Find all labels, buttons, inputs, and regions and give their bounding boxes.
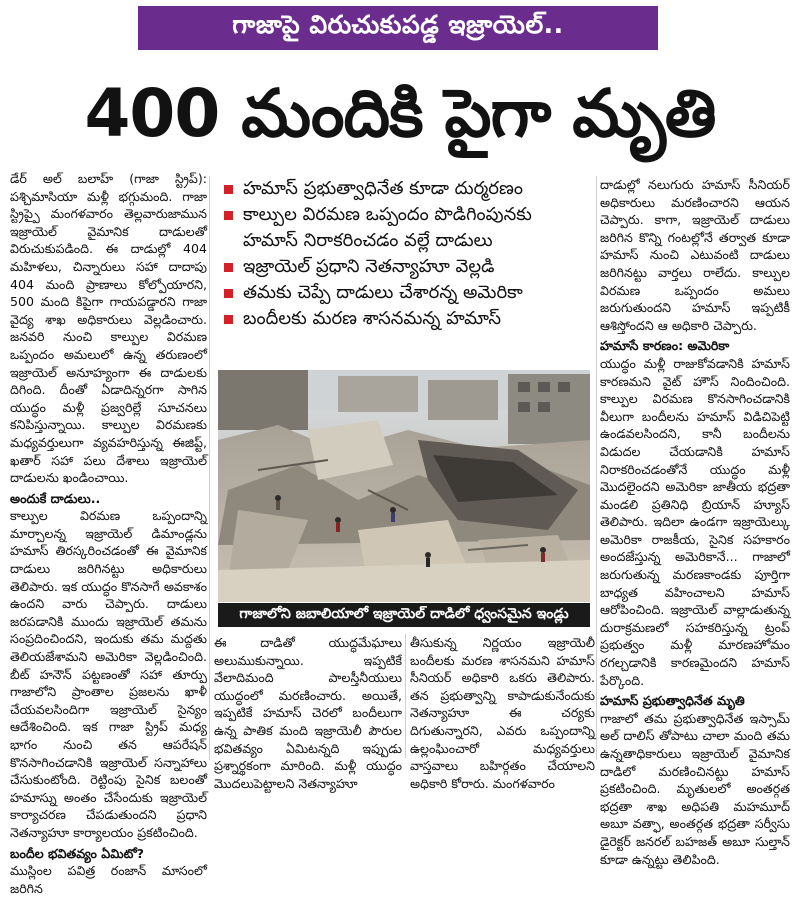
- section-subheading: బందీల భవితవ్యం ఏమిటో?: [10, 845, 144, 861]
- highlight-text: హమాస్ నిరాకరించడం వల్లే దాడులు: [243, 230, 493, 251]
- highlight-item: [222, 176, 594, 202]
- bullet-square-icon: [224, 263, 233, 272]
- article-column-4: [600, 176, 790, 867]
- bullet-square-icon: [224, 289, 233, 298]
- kicker-text: గాజాపై విరుచుకుపడ్డ ఇజ్రాయెల్..: [232, 10, 564, 39]
- article-paragraph: కాల్పుల విరమణ ఒప్పందాన్ని మార్చాలన్న ఇజ్రాయెల్ డిమాండ్లను హమాస్ తిరస్కరించడంతో ఈ వైమానిక దాడులు జరిగినట్టు అధికారులు తెలిపారు. ఇక యుద్ధం కొనసాగే అవకాశం ఉందని వారు చెప్పారు. దాడులు జరపడానికి ముందు ఇజ్రాయెల్ తమను సంప్రదించిందని, ఇందుకు తమ మద్దతు తెలియజేశామని అమెరికా వెల్లడించింది. బీట్ హనౌన్ పట్టణంతో సహా తూర్పు గాజాలోని ప్రాంతాల ప్రజలను ఖాళీ చేయవలసిందిగా ఇజ్రాయెల్ సైన్యం ఆదేశించింది. ఇక గాజా స్ట్రిప్ మధ్య భాగం నుంచి తన ఆపరేషన్ కొనసాగించడానికి ఇజ్రాయెల్ సన్నాహాలు చేసుకుంటోంది. రెట్టింపు సైనిక బలంతో హమాస్ను అంతం చేసేందుకు ఇజ్రాయెల్ కార్యాచరణ చేపడుతుందని ప్రధాని నెతన్యాహూ కార్యాలయం ప్రకటించింది.: [10, 508, 207, 840]
- section-subheading: అందుకే దాడులు..: [10, 490, 101, 506]
- article-column-1: [10, 170, 207, 896]
- highlight-text: తమకు చెప్పే దాడులు చేశారన్న అమెరికా: [243, 282, 523, 303]
- photo-caption: గాజాలోని జబాలియాలో ఇజ్రాయెల్ దాడిలో ధ్వంసమైన ఇండ్లు: [218, 603, 590, 627]
- section-subheading: హమాస్ ప్రభుత్వాధినేత మృతి: [600, 693, 745, 709]
- highlight-item: [222, 306, 594, 332]
- highlight-item: [222, 254, 594, 280]
- highlight-item: [222, 202, 594, 254]
- article-column-3: తీసుకున్న నిర్ణయం ఇజ్రాయెలీ బందీలకు మరణ శాసనమని హమాస్ సీనియర్ అధికారి ఒకరు తెలిపారు. తన ప్రభుత్వాన్ని కాపాడుకునేందుకు నెతన్యాహూ ఈ చర్యకు దిగుతున్నారని, ఎవరు ఒప్పందాన్ని ఉల్లంఘించారో మధ్యవర్తులు వాస్తవాలు బహిర్గతం చేయాలని అధికారి కోరారు. మంగళవారం: [410, 635, 595, 791]
- news-photo: [218, 370, 590, 602]
- article-paragraph: డేర్ అల్ బలాహ్ (గాజా స్ట్రిప్): పశ్చిమాసియా మళ్లీ భగ్గుమంది. గాజా స్ట్రిప్పై మంగళవారం తెల్లవారుజామున ఇజ్రాయెల్ వైమానిక దాడులతో విరుచుకుపడింది. ఈ దాడుల్లో 404 మహిళలు, చిన్నారులు సహా దాదాపు 404 మంది ప్రాణాలు కోల్పోయారని, 500 మంది కిపైగా గాయపడ్డారని గాజా వైద్య శాఖ అధికారులు వెల్లడించారు. జనవరి నుంచి కాల్పుల విరమణ ఒప్పందం అమలులో ఉన్న తరుణంలో ఇజ్రాయెల్ అనూహ్యంగా ఈ దాడులకు దిగింది. దీంతో ఏడాదిన్నరగా సాగిన యుద్ధం మళ్లీ ప్రజ్వరిల్లే సూచనలు కనిపిస్తున్నాయి. కాల్పుల విరమణకు మధ్యవర్తులుగా వ్యవహరిస్తున్న ఈజిప్ట్, ఖతార్ సహా పలు దేశాలు ఇజ్రాయెల్ దాడులను ఖండించాయి.: [10, 171, 207, 486]
- bullet-square-icon: [224, 315, 233, 324]
- kicker-banner: [138, 6, 658, 50]
- article-paragraph: ముస్లింల పవిత్ర రంజాన్ మాసంలో జరిగిన: [10, 863, 207, 896]
- section-subheading: హమాసే కారణం: అమెరికా: [600, 338, 730, 354]
- article-paragraph: దాడుల్లో నలుగురు హమాస్ సీనియర్ అధికారులు మరణించారని ఆయన చెప్పారు. కాగా, ఇజ్రాయెల్ దాడులు జరిగిన కొన్ని గంటల్లోనే తర్వాత కూడా హమాస్ నుంచి ఎటువంటి దాడులు జరిగినట్టు వార్తలు రాలేదు. కాల్పుల విరమణ ఒప్పందం అమలు జరుగుతుందని హమాస్ ఇప్పటికీ ఆశిస్తోందని ఆ అధికారి చెప్పారు.: [600, 177, 790, 333]
- highlight-text: హమాస్ ప్రభుత్వాధినేత కూడా దుర్మరణం: [243, 178, 523, 199]
- column-divider: [596, 176, 597, 760]
- bullet-square-icon: [224, 185, 233, 194]
- highlight-item: [222, 280, 594, 306]
- headline: 400 మందికి పైగా మృతి: [84, 75, 716, 152]
- bullet-square-icon: [224, 211, 233, 220]
- article-paragraph: గాజాలో తమ ప్రభుత్వాధినేత ఇస్సామ్ అల్ దాలిస్ తోపాటు చాలా మంది తమ ఉన్నతాధికారులు ఇజ్రాయెల్ వైమానిక దాడిలో మరణించినట్టు హమాస్ ప్రకటించింది. మృతులలో అంతర్గత భద్రతా శాఖ అధిపతి మహమూద్ అబూ వత్ఫా, అంతర్గత భద్రతా సర్వీసు డైరెక్టర్ జనరల్ బహజత్ అబూ సుల్తాన్ కూడా ఉన్నట్టు తెలిపింది.: [600, 710, 790, 867]
- column-divider: [405, 634, 406, 758]
- highlight-text: కాల్పుల విరమణ ఒప్పందం పొడిగింపునకు: [243, 204, 532, 225]
- highlight-text: ఇజ్రాయెల్ ప్రధాని నెతన్యాహూ వెల్లడి: [243, 256, 495, 277]
- highlight-text: బందీలకు మరణ శాసనమన్న హమాస్: [243, 308, 502, 329]
- column-divider: [209, 176, 210, 760]
- article-column-2: ఈ దాడితో యుద్ధమేఘాలు అలుముకున్నాయి. ఇప్పటికే వేలాదిమంది పాలస్తీనీయులు యుద్ధంలో మరణించారు. అయితే, ఇప్పటికే హమాస్ చెరలో బందీలుగా ఉన్న పాతిక మంది ఇజ్రాయెలీ పౌరుల భవితవ్యం ఏమిటన్నది ఇప్పుడు ప్రశ్నార్థకంగా మారింది. మళ్లీ యుద్ధం మొదలుపెట్టాలని నెతన్యాహూ: [214, 635, 402, 791]
- rubble-scene-image: [218, 370, 590, 602]
- article-paragraph: యుద్ధం మళ్లీ రాజుకోవడానికి హమాస్ కారణమని వైట్ హౌస్ నిందించింది. కాల్పుల విరమణ కొనసాగించడానికి వీలుగా బందీలను హమాస్ విడిచిపెట్టి ఉండవలసిందని, కానీ బందీలను విడుదల చేయడానికి హమాస్ నిరాకరించడంతోనే యుద్ధం మళ్లీ మొదలైందని అమెరికా జాతీయ భద్రతా మండలి ప్రతినిధి బ్రియాన్ హ్యూస్ తెలిపారు. ఇదిలా ఉండగా ఇజ్రాయెల్కు అమెరికా రాజకీయ, సైనిక సహకారం అందజేస్తున్న అమెరికానే... గాజాలో జరుగుతున్న మరణకాండకు పూర్తిగా బాధ్యత వహించాలని హమాస్ ఆరోపించింది. ఇజ్రాయెల్ వాల్లాడుతున్న దురాక్రమణలో సహకరిస్తున్న ట్రంప్ ప్రభుత్వం మళ్లీ మారణహోమం రగల్చడానికి కారణమైందని హమాస్ పేర్కొంది.: [600, 355, 790, 688]
- highlights-list: [222, 176, 594, 332]
